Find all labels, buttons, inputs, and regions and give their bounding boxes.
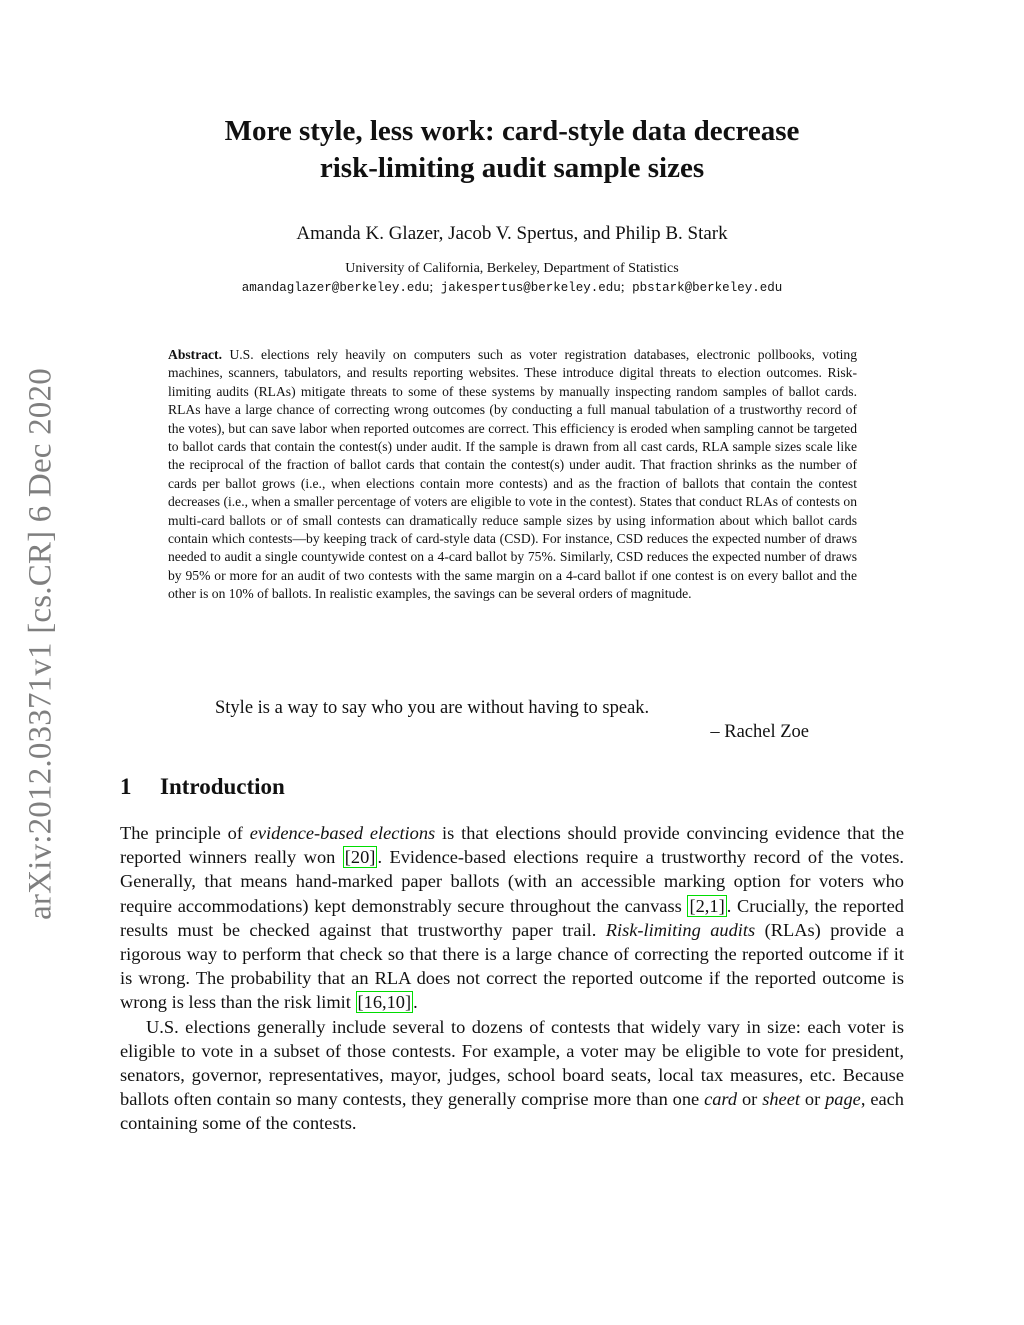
abstract [168,346,857,604]
citation-link-20[interactable]: [20] [344,847,376,868]
text-run: or [800,1089,826,1110]
paragraph-1 [120,821,904,1015]
introduction-body [120,821,904,1136]
abstract-label: Abstract. [168,347,222,362]
text-run: . Crucially, the reported results must be checked against that trustworthy paper trail. [120,895,904,940]
emphasis-sheet: sheet [762,1089,800,1110]
citation-link-2-1[interactable]: [2,1] [689,895,725,916]
text-run: The principle of [120,823,250,843]
email-separator: ; [620,280,625,295]
emphasis-risk-limiting-audits: Risk-limiting audits [605,919,756,940]
section-number: 1 [120,774,132,799]
arxiv-identifier-text: arXiv:2012.03371v1 [cs.CR] 6 Dec 2020 [22,368,59,920]
title-line-1: More style, less work: card-style data decrease [224,115,800,147]
affiliation: University of California, Berkeley, Department of Statistics [345,261,679,276]
paper-title [120,113,904,187]
abstract-paragraph [168,346,857,604]
email-stark[interactable]: pbstark@berkeley.edu [632,281,783,295]
title-line-2: risk-limiting audit sample sizes [319,152,705,184]
text-run: U.S. elections generally include several to dozens of contests that widely vary in size: each voter is eligible to vote in a subset of those contests. For example, a voter may be eligible to vote for president, senators, governor, representatives, mayor, judges, school board seats, local tax measures, etc. Because ballots often contain so many contests, they generally comprise more than one [120,1016,904,1110]
epigraph-quote: Style is a way to say who you are without having to speak. [215,698,650,718]
email-separator: ; [429,280,434,295]
epigraph-attribution: – Rachel Zoe [710,722,809,742]
text-run: . Evidence-based elections require a trustworthy record of the votes. Generally, that means hand-marked paper ballots (with an accessible marking option for voters who require accommodations) kept demonstrably secure throughout the canvass [120,847,904,916]
text-run: is that elections should provide convincing evidence that the reported winners really won [120,823,904,868]
email-spertus[interactable]: jakespertus@berkeley.edu [440,281,621,295]
epigraph [215,696,809,744]
text-run: or [737,1089,763,1110]
section-title: Introduction [160,774,285,799]
email-list [120,279,904,297]
text-run: (RLAs) provide a rigorous way to perform that check so that there is a large chance of correcting the reported outcome if it is wrong. The probability that an RLA does not correct the reported outcome if the reported outcome is wrong is less than the risk limit [120,919,904,1013]
emphasis-evidence-based-elections: evidence-based elections [249,823,436,843]
emphasis-page: page [825,1089,861,1110]
author-list: Amanda K. Glazer, Jacob V. Spertus, and Philip B. Stark [296,223,728,244]
paragraph-2 [120,1015,904,1136]
citation-link-16-10[interactable]: [16,10] [357,992,412,1013]
abstract-text: U.S. elections rely heavily on computers such as voter registration databases, electronic pollbooks, voting machines, scanners, tabulators, and results reporting websites. These introduce digital threats to election outcomes. Risk-limiting audits (RLAs) mitigate threats to some of these systems by manually inspecting random samples of ballot cards. RLAs have a large chance of correcting wrong outcomes (by conducting a full manual tabulation of a trustworthy record of the votes), but can save labor when reported outcomes are correct. This efficiency is eroded when sampling cannot be targeted to ballot cards that contain the contest(s) under audit. If the sample is drawn from all cast cards, RLA sample sizes scale like the reciprocal of the fraction of ballot cards that contain the contest(s) under audit. That fraction shrinks as the number of cards per ballot grows (i.e., when elections contain more contests) and as the fraction of ballots that contain the contest decreases (i.e., when a smaller percentage of voters are eligible to vote in the contest). States that conduct RLAs of contests on multi-card ballots or of small contests can dramatically reduce sample sizes by using information about which ballot cards contain which contests—by keeping track of card-style data (CSD). For instance, CSD reduces the expected number of draws needed to audit a single countywide contest on a 4-card ballot by 75%. Similarly, CSD reduces the expected number of draws by 95% or more for an audit of two contests with the same margin on a 4-card ballot if one contest is on every ballot and the other is on 10% of ballots. In realistic examples, the savings can be several orders of magnitude. [168,347,857,602]
emphasis-card: card [704,1089,738,1110]
text-run: . [413,992,418,1013]
text-run: , each containing some of the contests. [120,1089,905,1134]
section-heading-introduction [120,774,285,800]
email-glazer[interactable]: amandaglazer@berkeley.edu [241,281,430,295]
